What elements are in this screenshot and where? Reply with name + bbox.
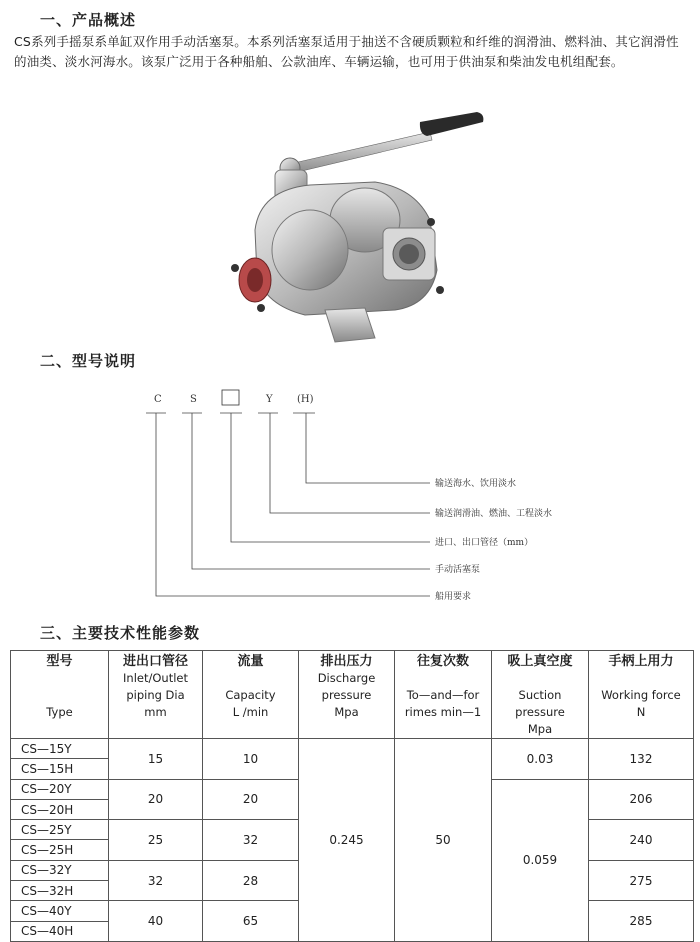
pipe-dia-cell: 32 [109, 860, 203, 901]
section3-title: 三、主要技术性能参数 [40, 624, 201, 642]
product-overview-paragraph: CS系列手摇泵系单缸双作用手动活塞泵。本系列活塞泵适用于抽送不含硬质颗粒和纤维的润滑油、燃料油、其它润滑性的油类、淡水河海水。该泵广泛用于各种船舶、公款油库、车辆运输，也可用于供油泵和柴油发电机组配套。 [14, 34, 679, 69]
pipe-dia-cell: 15 [109, 739, 203, 780]
explain-pipe-dia: 进口、出口管径（mm） [435, 538, 534, 548]
explain-piston-pump: 手动活塞泵 [435, 565, 481, 575]
type-cell: CS—32H [11, 881, 109, 901]
hand-pump-photo [215, 110, 505, 345]
capacity-cell: 20 [203, 779, 299, 820]
explain-marine: 船用要求 [435, 592, 472, 602]
code-letter-s: S [190, 394, 197, 405]
header-type: 型号 Type [11, 651, 109, 739]
code-letter-c: C [154, 394, 162, 405]
force-cell: 275 [589, 860, 694, 901]
type-cell: CS—25Y [11, 820, 109, 840]
model-code-diagram [130, 385, 590, 615]
header-pipe-dia: 进出口管径 Inlet/Outlet piping Dia mm [109, 651, 203, 739]
strokes-cell: 50 [395, 739, 492, 942]
table-row [11, 739, 694, 759]
pipe-dia-cell: 40 [109, 901, 203, 942]
type-cell: CS—40H [11, 921, 109, 941]
spec-table [10, 650, 694, 942]
capacity-cell: 65 [203, 901, 299, 942]
header-strokes: 往复次数 To—and—for rimes min—1 [395, 651, 492, 739]
type-cell: CS—15H [11, 759, 109, 779]
header-discharge: 排出压力 Discharge pressure Mpa [299, 651, 395, 739]
type-cell: CS—40Y [11, 901, 109, 921]
type-cell: CS—15Y [11, 739, 109, 759]
type-cell: CS—20Y [11, 779, 109, 799]
header-capacity: 流量 Capacity L /min [203, 651, 299, 739]
capacity-cell: 10 [203, 739, 299, 780]
discharge-pressure-cell: 0.245 [299, 739, 395, 942]
capacity-cell: 28 [203, 860, 299, 901]
force-cell: 240 [589, 820, 694, 861]
capacity-cell: 32 [203, 820, 299, 861]
header-suction: 吸上真空度 Suction pressure Mpa [492, 651, 589, 739]
section1-title: 一、产品概述 [40, 11, 137, 29]
type-cell: CS—20H [11, 799, 109, 819]
pipe-dia-cell: 20 [109, 779, 203, 820]
force-cell: 132 [589, 739, 694, 780]
type-cell: CS—25H [11, 840, 109, 860]
force-cell: 206 [589, 779, 694, 820]
section2-title: 二、型号说明 [40, 352, 137, 370]
header-force: 手柄上用力 Working force N [589, 651, 694, 739]
type-cell: CS—32Y [11, 860, 109, 880]
table-header-row [11, 651, 694, 739]
explain-oil: 输送润滑油、燃油、工程淡水 [435, 509, 553, 519]
force-cell: 285 [589, 901, 694, 942]
suction-cell: 0.059 [492, 779, 589, 941]
explain-seawater: 输送海水、饮用淡水 [435, 479, 517, 489]
pipe-dia-cell: 25 [109, 820, 203, 861]
code-blank-box [222, 390, 239, 405]
suction-cell: 0.03 [492, 739, 589, 780]
code-letter-h: (H) [297, 394, 314, 405]
code-letter-y: Y [266, 394, 273, 405]
